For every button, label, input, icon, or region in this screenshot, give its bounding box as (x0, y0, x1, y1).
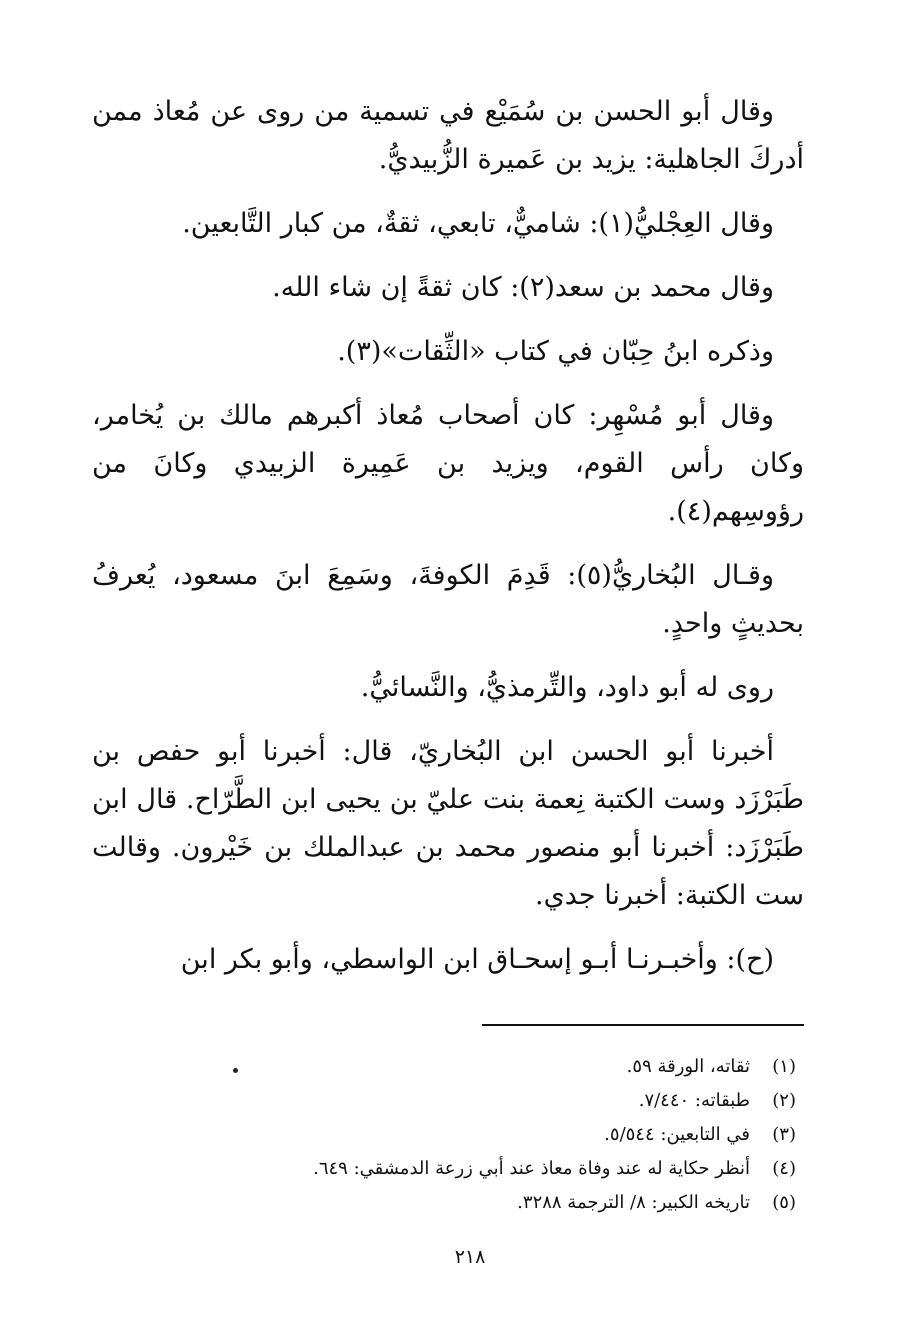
paragraph-ijli: وقال العِجْليُّ(١): شاميٌّ، تابعي، ثقةٌ، من كبار التَّابعين. (182, 208, 774, 239)
page-number: ٢١٨ (454, 1246, 486, 1268)
footnote-5 (200, 1186, 796, 1220)
footnote-number: (٣) (772, 1124, 796, 1145)
paragraph-abu-mushir: وقال أبو مُسْهِر: كان أصحاب مُعاذ أكبرهم مالك بن يُخامر، وكان رأس القوم، ويزيد بن عَمِيرة الزبيدي وكانَ من رؤوسِهم(٤). (92, 400, 804, 527)
footnote-text: طبقاته: ٧/٤٤٠. (638, 1090, 750, 1111)
footnote-number: (٤) (772, 1158, 796, 1179)
scan-speck (233, 1068, 238, 1073)
footnote-text: أنظر حكاية له عند وفاة معاذ عند أبي زرعة الدمشقي: ٦٤٩. (313, 1158, 750, 1179)
paragraph-abu-al-hasan: وقال أبو الحسن بن سُمَيْع في تسمية من روى عن مُعاذ ممن أدركَ الجاهلية: يزيد بن عَميرة الزُّبيديُّ. (92, 96, 804, 175)
footnote-number: (٢) (772, 1090, 796, 1111)
footnote-text: ثقاته، الورقة ٥٩. (626, 1056, 750, 1077)
footnotes (200, 1050, 796, 1220)
footnote-number: (١) (772, 1056, 796, 1077)
main-text (92, 88, 804, 1000)
footnote-3 (200, 1118, 796, 1152)
paragraph-isnad-continued: (ح): وأخبـرنـا أبـو إسحـاق ابن الواسطي، وأبو بكر ابن (180, 944, 774, 975)
footnote-4 (200, 1152, 796, 1186)
footnote-1 (200, 1050, 796, 1084)
footnote-separator (482, 1024, 804, 1026)
paragraph-narrators: روى له أبو داود، والتِّرمذيُّ، والنَّسائيُّ. (360, 672, 774, 703)
paragraph-isnad: أخبرنا أبو الحسن ابن البُخاريّ، قال: أخبرنا أبو حفص بن طَبَرْزَد وست الكتبة نِعمة بنت عليّ بن يحيى ابن الطَّرّاح. قال ابن طَبَرْزَد: أخبرنا أبو منصور محمد بن عبدالملك بن خَيْرون. وقالت ست الكتبة: أخبرنا جدي. (92, 736, 804, 911)
paragraph-ibn-hibban: وذكره ابنُ حِبّان في كتاب «الثِّقات»(٣). (337, 336, 774, 367)
footnote-text: في التابعين: ٥/٥٤٤. (604, 1124, 750, 1145)
footnote-2 (200, 1084, 796, 1118)
paragraph-ibn-saad: وقال محمد بن سعد(٢): كان ثقةً إن شاء الله. (272, 272, 774, 303)
footnote-number: (٥) (772, 1192, 796, 1213)
footnote-text: تاريخه الكبير: ٨/ الترجمة ٣٢٨٨. (517, 1192, 750, 1213)
paragraph-bukhari: وقـال البُخاريُّ(٥): قَدِمَ الكوفةَ، وسَمِعَ ابنَ مسعود، يُعرفُ بحديثٍ واحدٍ. (92, 560, 804, 639)
